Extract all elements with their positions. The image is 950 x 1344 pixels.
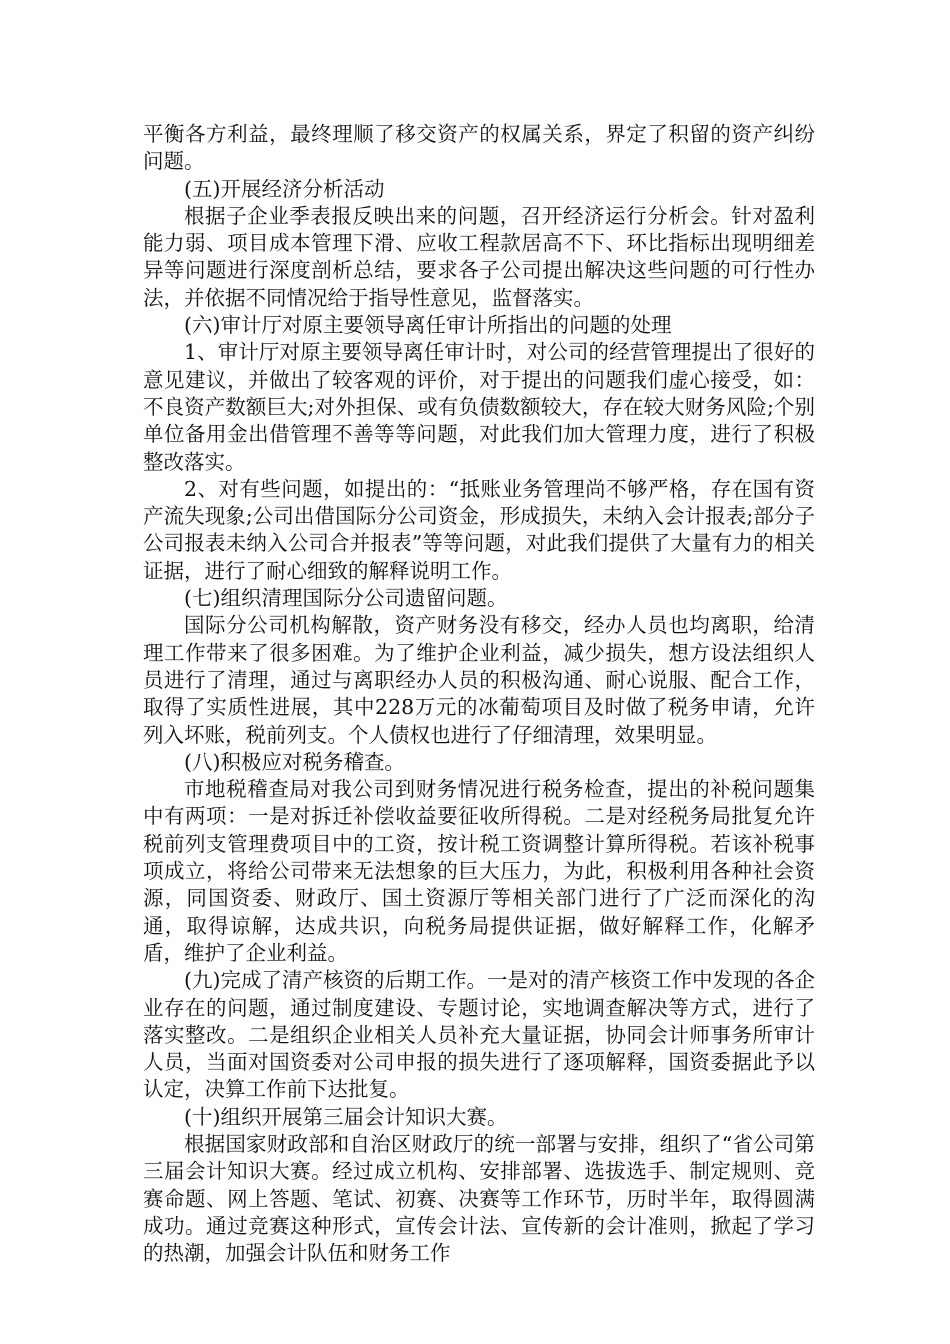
paragraph-tax-inspection: 市地税稽查局对我公司到财务情况进行税务检查，提出的补税问题集中有两项：一是对拆迁补偿收益要征收所得税。二是对经税务局批复允许税前列支管理费项目中的工资，按计税工资调整计算所得税。若该补税事项成立，将给公司带来无法想象的巨大压力，为此，积极利用各种社会资源，同国资委、财政厅、国土资源厅等相关部门进行了广泛而深化的沟通，取得谅解，达成共识，向税务局提供证据，做好解释工作，化解矛盾，维护了企业利益。 bbox=[143, 777, 815, 965]
paragraph-audit-item-2: 2、对有些问题，如提出的：“抵账业务管理尚不够严格，存在国有资产流失现象;公司出借国际分公司资金，形成损失，未纳入会计报表;部分子公司报表未纳入公司合并报表”等等问题，对此我们提供了大量有力的相关证据，进行了耐心细致的解释说明工作。 bbox=[143, 476, 815, 583]
section-heading-8: (八)积极应对税务稽查。 bbox=[184, 749, 405, 774]
section-heading-5: (五)开展经济分析活动 bbox=[184, 176, 385, 201]
section-heading-6: (六)审计厅对原主要领导离任审计所指出的问题的处理 bbox=[184, 313, 672, 338]
section-heading-10: (十)组织开展第三届会计知识大赛。 bbox=[184, 1104, 508, 1129]
document-body bbox=[143, 121, 815, 1267]
paragraph-asset-verification: (九)完成了清产核资的后期工作。一是对的清产核资工作中发现的各企业存在的问题，通过制度建设、专题讨论，实地调查解决等方式，进行了落实整改。二是组织企业相关人员补充大量证据，协同会计师事务所审计人员，当面对国资委对公司申报的损失进行了逐项解释，国资委据此予以认定，决算工作前下达批复。 bbox=[143, 968, 815, 1102]
paragraph-audit-item-1: 1、审计厅对原主要领导离任审计时，对公司的经营管理提出了很好的意见建议，并做出了较客观的评价，对于提出的问题我们虚心接受，如：不良资产数额巨大;对外担保、或有负债数额较大，存在较大财务风险;个别单位备用金出借管理不善等等问题，对此我们加大管理力度，进行了积极整改落实。 bbox=[143, 340, 815, 474]
paragraph-accounting-contest: 根据国家财政部和自治区财政厅的统一部署与安排，组织了“省公司第三届会计知识大赛。经过成立机构、安排部署、选拔选手、制定规则、竞赛命题、网上答题、笔试、初赛、决赛等工作环节，历时半年，取得圆满成功。通过竞赛这种形式，宣传会计法、宣传新的会计准则，掀起了学习的热潮，加强会计队伍和财务工作 bbox=[143, 1131, 815, 1266]
paragraph-international-branch: 国际分公司机构解散，资产财务没有移交，经办人员也均离职，给清理工作带来了很多困难。为了维护企业利益，减少损失，想方设法组织人员进行了清理，通过与离职经办人员的积极沟通、耐心说服、配合工作，取得了实质性进展，其中228万元的冰葡萄项目及时做了税务申请，允许列入坏账，税前列支。个人债权也进行了仔细清理，效果明显。 bbox=[143, 613, 815, 747]
section-heading-7: (七)组织清理国际分公司遗留问题。 bbox=[184, 586, 508, 611]
paragraph-continuation: 平衡各方利益，最终理顺了移交资产的权属关系，界定了积留的资产纠纷问题。 bbox=[143, 122, 815, 174]
paragraph-economic-analysis: 根据子企业季表报反映出来的问题，召开经济运行分析会。针对盈利能力弱、项目成本管理下滑、应收工程款居高不下、环比指标出现明细差异等问题进行深度剖析总结，要求各子公司提出解决这些问题的可行性办法，并依据不同情况给于指导性意见，监督落实。 bbox=[143, 203, 815, 310]
